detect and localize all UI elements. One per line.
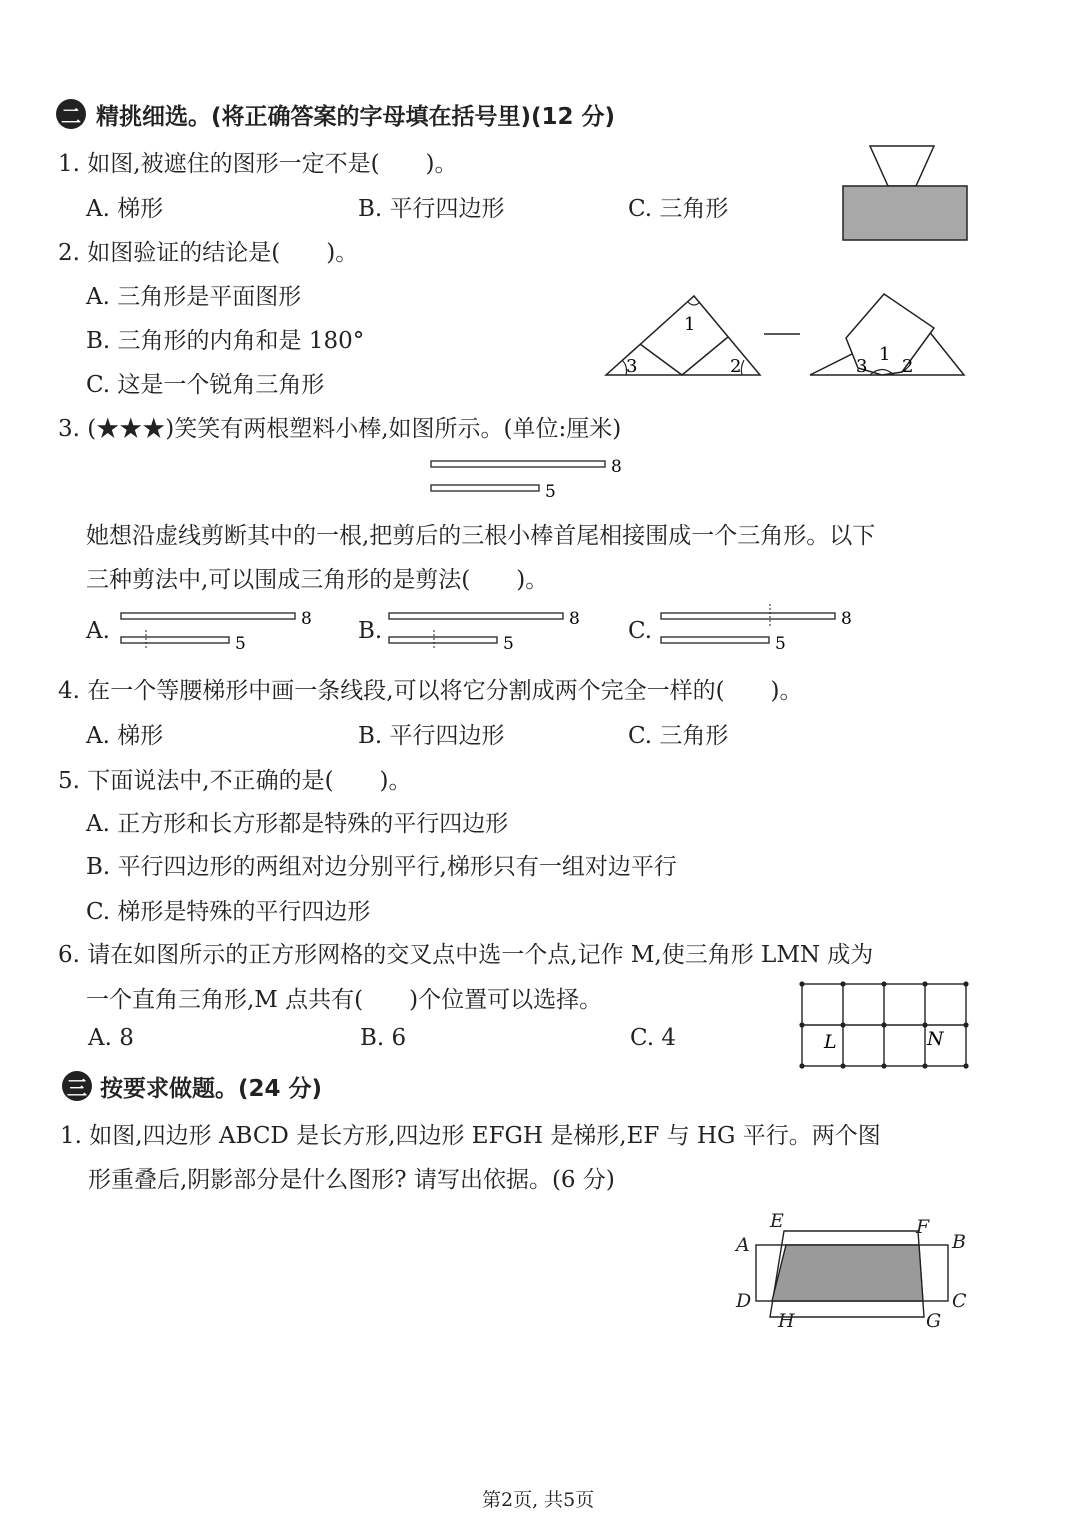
covered-shape-figure xyxy=(838,143,972,245)
question-6-option-b: B. 6 xyxy=(360,1025,407,1051)
stick-length-8: 8 xyxy=(569,609,580,629)
question-3-line-2: 三种剪法中,可以围成三角形的是剪法( )。 xyxy=(86,567,549,593)
question-6-option-a: A. 8 xyxy=(88,1025,134,1051)
vertex-label-D: D xyxy=(736,1290,752,1312)
question-3-stem: 3. (★★★)笑笑有两根塑料小棒,如图所示。(单位:厘米) xyxy=(58,416,622,442)
question-3-option-a: A. xyxy=(86,618,110,644)
question-2-option-a: A. 三角形是平面图形 xyxy=(86,284,302,310)
two-sticks-figure xyxy=(428,452,628,500)
question-3-line-1: 她想沿虚线剪断其中的一根,把剪后的三根小棒首尾相接围成一个三角形。以下 xyxy=(86,523,876,549)
stick-length-5: 5 xyxy=(545,482,556,500)
question-2-stem: 2. 如图验证的结论是( )。 xyxy=(58,240,359,266)
section-title: 按要求做题。(24 分) xyxy=(100,1076,323,1102)
question-6-line-2: 一个直角三角形,M 点共有( )个位置可以选择。 xyxy=(86,987,603,1013)
cut-method-a-figure xyxy=(118,606,318,652)
question-6-option-c: C. 4 xyxy=(630,1025,677,1051)
angle-label-2: 2 xyxy=(902,356,914,377)
triangle-angle-sum-figure xyxy=(600,290,972,382)
vertex-label-E: E xyxy=(770,1210,784,1232)
vertex-label-A: A xyxy=(736,1234,750,1256)
stick-length-8: 8 xyxy=(841,609,852,629)
cut-method-b-figure xyxy=(386,606,586,652)
question-5-option-c: C. 梯形是特殊的平行四边形 xyxy=(86,899,371,925)
question-5-stem: 5. 下面说法中,不正确的是( )。 xyxy=(58,768,412,794)
problem-1-line-2: 形重叠后,阴影部分是什么图形? 请写出依据。(6 分) xyxy=(88,1167,615,1193)
stick-length-5: 5 xyxy=(503,634,514,652)
question-3-option-c: C. xyxy=(628,618,653,644)
question-5-option-a: A. 正方形和长方形都是特殊的平行四边形 xyxy=(86,811,509,837)
stick-length-8: 8 xyxy=(611,457,622,477)
vertex-label-B: B xyxy=(952,1231,966,1253)
page-number-footer: 第2页, 共5页 xyxy=(482,1489,595,1511)
stick-length-8: 8 xyxy=(301,609,312,629)
question-1-option-c: C. 三角形 xyxy=(628,196,729,222)
problem-1-line-1: 1. 如图,四边形 ABCD 是长方形,四边形 EFGH 是梯形,EF 与 HG 平行。两个图 xyxy=(60,1123,881,1149)
vertex-label-G: G xyxy=(926,1310,942,1332)
question-2-option-b: B. 三角形的内角和是 180° xyxy=(86,328,365,354)
angle-label-3: 3 xyxy=(856,356,868,377)
question-5-option-b: B. 平行四边形的两组对边分别平行,梯形只有一组对边平行 xyxy=(86,854,677,880)
angle-label-1: 1 xyxy=(879,344,891,365)
vertex-label-C: C xyxy=(952,1290,967,1312)
question-1-option-b: B. 平行四边形 xyxy=(358,196,505,222)
question-4-option-b: B. 平行四边形 xyxy=(358,723,505,749)
point-label-L: L xyxy=(824,1031,837,1053)
angle-label-1: 1 xyxy=(684,314,696,335)
section-number-badge: 三 xyxy=(62,1071,92,1101)
angle-label-2: 2 xyxy=(730,356,742,377)
question-1-stem: 1. 如图,被遮住的图形一定不是( )。 xyxy=(58,151,458,177)
point-label-N: N xyxy=(927,1028,944,1050)
stick-length-5: 5 xyxy=(775,634,786,652)
question-4-option-c: C. 三角形 xyxy=(628,723,729,749)
question-4-stem: 4. 在一个等腰梯形中画一条线段,可以将它分割成两个完全一样的( )。 xyxy=(58,678,803,704)
angle-label-3: 3 xyxy=(626,356,638,377)
section-title: 精挑细选。(将正确答案的字母填在括号里)(12 分) xyxy=(96,104,616,130)
question-2-option-c: C. 这是一个锐角三角形 xyxy=(86,372,325,398)
section-number-badge: 二 xyxy=(56,99,86,129)
question-3-option-b: B. xyxy=(358,618,383,644)
question-1-option-a: A. 梯形 xyxy=(86,196,164,222)
stick-length-5: 5 xyxy=(235,634,246,652)
vertex-label-H: H xyxy=(778,1310,795,1332)
question-4-option-a: A. 梯形 xyxy=(86,723,164,749)
question-6-line-1: 6. 请在如图所示的正方形网格的交叉点中选一个点,记作 M,使三角形 LMN 成为 xyxy=(58,942,874,968)
vertex-label-F: F xyxy=(916,1216,930,1238)
square-grid-figure xyxy=(796,978,972,1072)
rectangle-trapezoid-overlap-figure xyxy=(730,1205,980,1337)
cut-method-c-figure xyxy=(658,604,858,652)
